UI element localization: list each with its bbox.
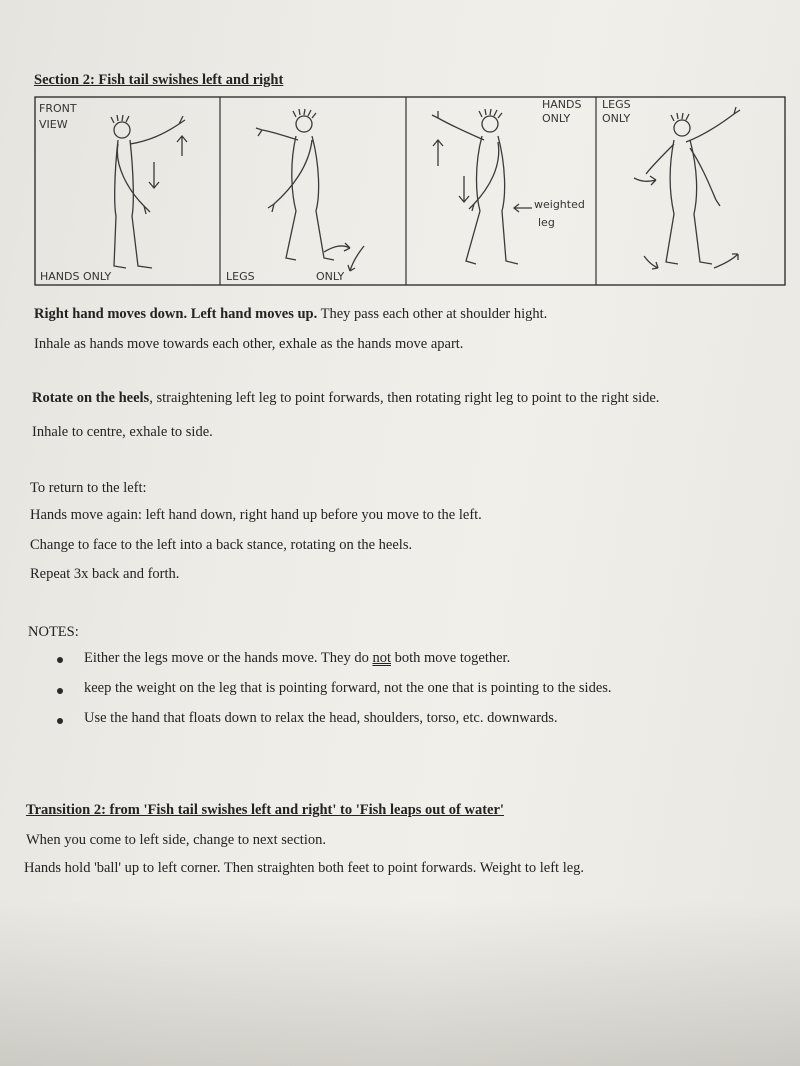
transition-line1: When you come to left side, change to next section. bbox=[26, 832, 326, 848]
stick-figure-illustrations bbox=[34, 96, 786, 286]
note-item-1-text-b: both move together. bbox=[391, 650, 511, 666]
para3-line4: Repeat 3x back and forth. bbox=[30, 566, 180, 582]
note-item-2: keep the weight on the leg that is pointing forward, not the one that is pointing to the sides. bbox=[84, 680, 612, 696]
front-label-line2: VIEW bbox=[39, 118, 68, 131]
note-item-1-text-a: Either the legs move or the hands move. They do bbox=[84, 650, 373, 666]
para2-line2: Inhale to centre, exhale to side. bbox=[32, 424, 213, 440]
panel4-only-label: ONLY bbox=[602, 112, 631, 125]
note-item-1-emphasis: not bbox=[372, 650, 391, 666]
figure-4 bbox=[634, 107, 740, 269]
figure-1 bbox=[111, 115, 187, 268]
para2-rest: , straightening left leg to point forwards, then rotating right leg to point to the right side. bbox=[149, 390, 660, 406]
panel3-note-weighted: weighted bbox=[534, 198, 585, 211]
para3-line1: To return to the left: bbox=[30, 480, 147, 496]
bullet-icon bbox=[57, 688, 63, 694]
panel-frame bbox=[35, 97, 785, 285]
bullet-icon bbox=[57, 657, 63, 663]
front-label-line1: FRONT bbox=[39, 102, 77, 115]
bullet-icon bbox=[57, 718, 63, 724]
para3-line2: Hands move again: left hand down, right hand up before you move to the left. bbox=[30, 507, 482, 523]
notes-heading: NOTES: bbox=[28, 624, 79, 640]
para2-bold: Rotate on the heels bbox=[32, 390, 150, 406]
para1-rest: They pass each other at shoulder hight. bbox=[320, 306, 548, 322]
para2-line1 bbox=[32, 390, 659, 407]
para1-line1 bbox=[34, 306, 547, 323]
transition-title: Transition 2: from 'Fish tail swishes left and right' to 'Fish leaps out of water' bbox=[26, 802, 504, 818]
panel2-caption-only: ONLY bbox=[316, 270, 345, 283]
panel3-note-leg: leg bbox=[538, 216, 555, 229]
transition-line2: Hands hold 'ball' up to left corner. Then straighten both feet to point forwards. Weight to left leg. bbox=[24, 860, 585, 876]
section-title: Section 2: Fish tail swishes left and right bbox=[34, 72, 284, 88]
para1-bold-a: Right hand moves down. bbox=[34, 306, 188, 322]
note-item-1 bbox=[84, 650, 510, 667]
page-shadow bbox=[0, 900, 800, 1066]
panel3-only-label: ONLY bbox=[542, 112, 571, 125]
panel4-legs-label: LEGS bbox=[602, 98, 631, 111]
illustration-panels bbox=[34, 96, 786, 286]
note-item-3: Use the hand that floats down to relax the head, shoulders, torso, etc. downwards. bbox=[84, 710, 558, 726]
panel1-caption: HANDS ONLY bbox=[40, 270, 112, 283]
panel2-caption-legs: LEGS bbox=[226, 270, 255, 283]
para1-bold-b: Left hand moves up. bbox=[190, 306, 318, 322]
panel3-hands-label: HANDS bbox=[542, 98, 582, 111]
figure-2 bbox=[256, 109, 364, 271]
figure-3 bbox=[432, 109, 532, 264]
para3-line3: Change to face to the left into a back stance, rotating on the heels. bbox=[30, 537, 413, 553]
para1-line2: Inhale as hands move towards each other, exhale as the hands move apart. bbox=[34, 336, 464, 352]
